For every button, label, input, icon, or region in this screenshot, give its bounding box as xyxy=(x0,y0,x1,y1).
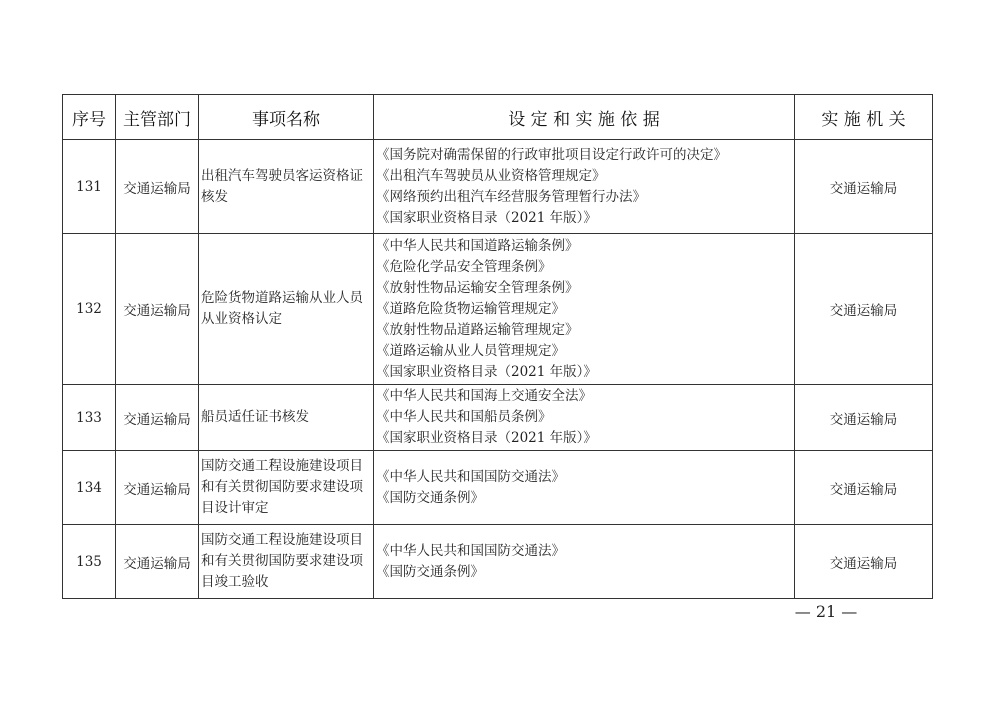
basis-line: 《中华人民共和国国防交通法》 xyxy=(376,542,565,559)
basis-line: 《道路运输从业人员管理规定》 xyxy=(376,342,565,359)
legal-basis xyxy=(374,451,795,525)
table-row xyxy=(63,140,933,234)
table-row xyxy=(63,234,933,385)
basis-line: 《国家职业资格目录（2021 年版）》 xyxy=(376,430,597,446)
item-name-line: 从业资格认定 xyxy=(201,311,282,327)
implementing-agency: 交通运输局 xyxy=(795,451,933,525)
item-name-line: 和有关贯彻国防要求建设项 xyxy=(201,479,363,495)
item-name xyxy=(199,525,374,599)
basis-line: 《国家职业资格目录（2021 年版）》 xyxy=(376,209,597,226)
header-item-name: 事项名称 xyxy=(199,95,374,140)
department: 交通运输局 xyxy=(116,234,199,385)
basis-line: 《出租汽车驾驶员从业资格管理规定》 xyxy=(376,167,606,184)
item-name-line: 核发 xyxy=(201,188,228,205)
serial-number: 134 xyxy=(63,451,116,525)
item-name xyxy=(199,385,374,451)
item-name-line: 目设计审定 xyxy=(201,500,269,516)
item-name-line: 目竣工验收 xyxy=(201,574,269,590)
department: 交通运输局 xyxy=(116,140,199,234)
header-serial-number: 序号 xyxy=(63,95,116,140)
item-name-line: 危险货物道路运输从业人员 xyxy=(201,290,363,306)
table-header-row xyxy=(63,95,933,140)
item-name xyxy=(199,234,374,385)
item-name-line: 国防交通工程设施建设项目 xyxy=(201,458,363,474)
basis-line: 《中华人民共和国国防交通法》 xyxy=(376,468,565,485)
serial-number: 133 xyxy=(63,385,116,451)
table-row xyxy=(63,525,933,599)
header-legal-basis: 设 定 和 实 施 依 据 xyxy=(374,95,795,140)
basis-line: 《国防交通条例》 xyxy=(376,489,484,506)
basis-line: 《危险化学品安全管理条例》 xyxy=(376,258,552,275)
basis-line: 《放射性物品道路运输管理规定》 xyxy=(376,321,579,338)
basis-line: 《中华人民共和国道路运输条例》 xyxy=(376,237,579,254)
department: 交通运输局 xyxy=(116,451,199,525)
department: 交通运输局 xyxy=(116,525,199,599)
basis-line: 《道路危险货物运输管理规定》 xyxy=(376,300,565,317)
legal-basis xyxy=(374,525,795,599)
basis-line: 《中华人民共和国海上交通安全法》 xyxy=(376,388,592,404)
header-implementing-agency: 实 施 机 关 xyxy=(795,95,933,140)
header-department: 主管部门 xyxy=(116,95,199,140)
serial-number: 135 xyxy=(63,525,116,599)
legal-basis xyxy=(374,385,795,451)
item-name-line: 和有关贯彻国防要求建设项 xyxy=(201,553,363,569)
implementing-agency: 交通运输局 xyxy=(795,140,933,234)
serial-number: 131 xyxy=(63,140,116,234)
basis-line: 《国家职业资格目录（2021 年版）》 xyxy=(376,363,597,380)
basis-line: 《国防交通条例》 xyxy=(376,563,484,580)
table-row xyxy=(63,385,933,451)
basis-line: 《放射性物品运输安全管理条例》 xyxy=(376,279,579,296)
basis-line: 《中华人民共和国船员条例》 xyxy=(376,409,552,425)
item-name-line: 船员适任证书核发 xyxy=(201,409,309,425)
legal-basis xyxy=(374,234,795,385)
implementing-agency: 交通运输局 xyxy=(795,525,933,599)
item-name-line: 出租汽车驾驶员客运资格证 xyxy=(201,167,363,184)
table-row xyxy=(63,451,933,525)
implementing-agency: 交通运输局 xyxy=(795,385,933,451)
implementing-agency: 交通运输局 xyxy=(795,234,933,385)
item-name-line: 国防交通工程设施建设项目 xyxy=(201,532,363,548)
item-name xyxy=(199,451,374,525)
serial-number: 132 xyxy=(63,234,116,385)
item-name xyxy=(199,140,374,234)
basis-line: 《国务院对确需保留的行政审批项目设定行政许可的决定》 xyxy=(376,146,727,163)
legal-basis xyxy=(374,140,795,234)
page-number: — 21 — xyxy=(794,602,858,621)
department: 交通运输局 xyxy=(116,385,199,451)
approval-items-table xyxy=(62,94,933,599)
basis-line: 《网络预约出租汽车经营服务管理暂行办法》 xyxy=(376,188,646,205)
